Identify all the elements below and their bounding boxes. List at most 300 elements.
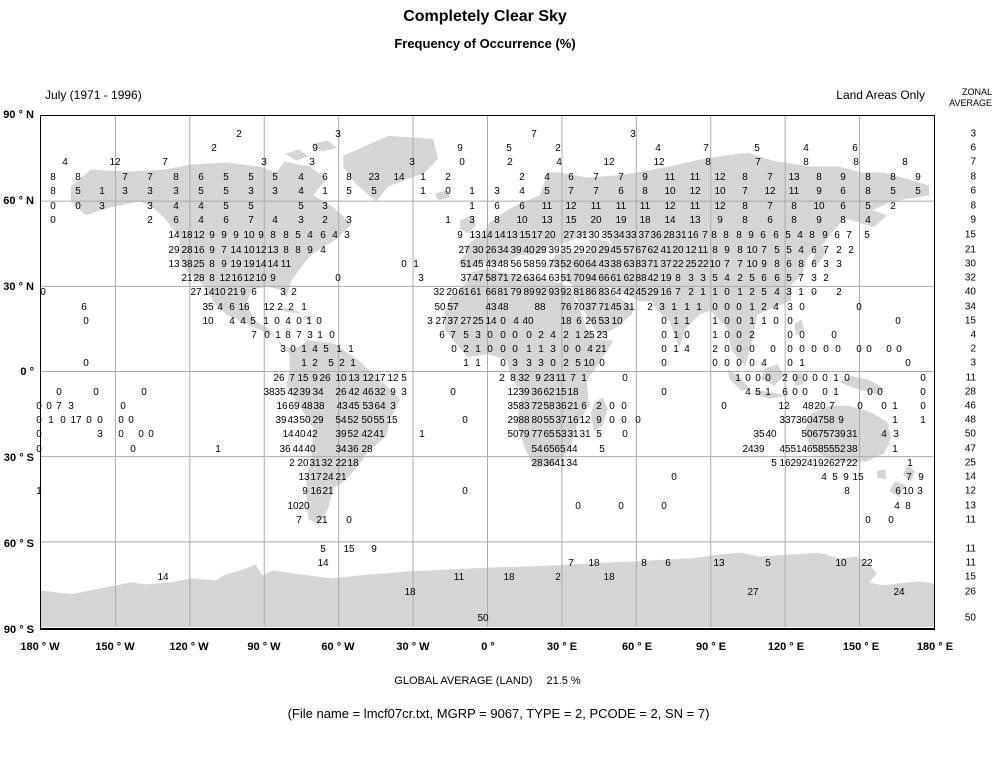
grid-value: 2 <box>555 143 561 154</box>
zonal-average-value: 11 <box>965 372 976 384</box>
grid-value: 4 <box>198 201 204 212</box>
grid-value: 10 <box>214 287 226 298</box>
grid-value: 18 <box>181 230 193 241</box>
grid-value: 4 <box>173 201 179 212</box>
grid-value: 57 <box>823 429 835 440</box>
grid-value: 0 <box>905 358 911 369</box>
grid-value: 13 <box>506 230 518 241</box>
grid-value: 0 <box>86 415 92 426</box>
grid-value: 34 <box>613 230 625 241</box>
lon-tick-label: 60 ° E <box>621 641 653 653</box>
grid-value: 0 <box>36 401 42 412</box>
zonal-average-value: 32 <box>964 272 976 284</box>
grid-value: 4 <box>556 157 562 168</box>
grid-value: 1 <box>749 302 755 313</box>
grid-value: 3 <box>659 302 665 313</box>
zonal-average-value: 14 <box>964 471 976 483</box>
grid-value: 0 <box>811 287 817 298</box>
grid-value: 11 <box>541 201 553 212</box>
grid-value: 8 <box>295 245 301 256</box>
grid-value: 7 <box>703 143 709 154</box>
grid-value: 83 <box>598 287 610 298</box>
grid-value: 1 <box>322 186 328 197</box>
grid-value: 3 <box>401 387 407 398</box>
grid-value: 30 <box>588 230 600 241</box>
zonal-average-value: 15 <box>964 315 976 327</box>
grid-value: 3 <box>700 273 706 284</box>
grid-value: 3 <box>512 358 518 369</box>
grid-value: 1 <box>799 358 805 369</box>
grid-value: 35 <box>507 401 519 412</box>
grid-value: 0 <box>36 429 42 440</box>
grid-value: 5 <box>575 358 581 369</box>
grid-value: 24 <box>893 587 905 598</box>
grid-value: 5 <box>272 172 278 183</box>
grid-value: 9 <box>240 287 246 298</box>
grid-value: 1 <box>475 358 481 369</box>
grid-value: 45 <box>610 302 622 313</box>
grid-value: 14 <box>267 259 279 270</box>
grid-value: 9 <box>843 472 849 483</box>
grid-value: 18 <box>639 215 651 226</box>
grid-value: 0 <box>749 358 755 369</box>
grid-value: 31 <box>567 429 579 440</box>
grid-value: 11 <box>697 245 709 256</box>
grid-value: 24 <box>742 444 754 455</box>
grid-value: 5 <box>599 444 605 455</box>
grid-value: 63 <box>523 273 535 284</box>
grid-value: 29 <box>507 415 519 426</box>
grid-value: 0 <box>500 358 506 369</box>
grid-value: 9 <box>221 230 227 241</box>
grid-value: 4 <box>272 215 278 226</box>
grid-value: 0 <box>792 373 798 384</box>
grid-value: 5 <box>865 201 871 212</box>
grid-value: 0 <box>487 330 493 341</box>
grid-value: 44 <box>566 444 578 455</box>
grid-value: 4 <box>797 230 803 241</box>
grid-value: 1 <box>526 344 532 355</box>
grid-value: 2 <box>647 302 653 313</box>
grid-value: 18 <box>404 587 416 598</box>
grid-value: 20 <box>446 287 458 298</box>
grid-value: 5 <box>463 330 469 341</box>
grid-value: 32 <box>518 373 530 384</box>
grid-value: 1 <box>350 358 356 369</box>
grid-value: 53 <box>555 429 567 440</box>
grid-value: 10 <box>902 486 914 497</box>
grid-value: 12 <box>362 373 374 384</box>
grid-value: 8 <box>853 157 859 168</box>
grid-value: 2 <box>538 330 544 341</box>
grid-value: 3 <box>836 259 842 270</box>
grid-value: 4 <box>240 316 246 327</box>
grid-value: 2 <box>596 401 602 412</box>
grid-value: 0 <box>487 344 493 355</box>
grid-value: 9 <box>816 215 822 226</box>
zonal-average-value: 6 <box>970 185 976 197</box>
grid-value: 0 <box>787 316 793 327</box>
grid-value: 1 <box>833 373 839 384</box>
grid-value: 5 <box>864 230 870 241</box>
grid-value: 28 <box>663 230 675 241</box>
zonal-average-value: 15 <box>964 229 976 241</box>
grid-value: 26 <box>823 458 835 469</box>
grid-value: 40 <box>522 316 534 327</box>
grid-value: 1 <box>36 486 42 497</box>
grid-value: 12 <box>579 415 591 426</box>
chart-title: Completely Clear Sky <box>403 8 567 25</box>
grid-value: 43 <box>485 302 497 313</box>
grid-value: 0 <box>736 344 742 355</box>
grid-value: 51 <box>790 444 802 455</box>
grid-value: 0 <box>661 344 667 355</box>
grid-value: 17 <box>310 472 322 483</box>
grid-value: 25 <box>472 316 484 327</box>
grid-value: 42 <box>623 287 635 298</box>
grid-value: 39 <box>299 387 311 398</box>
grid-value: 8 <box>902 157 908 168</box>
grid-value: 9 <box>457 143 463 154</box>
grid-value: 2 <box>823 273 829 284</box>
grid-value: 11 <box>280 259 292 270</box>
grid-value: 7 <box>221 245 227 256</box>
grid-value: 0 <box>60 415 66 426</box>
grid-value: 0 <box>40 287 46 298</box>
grid-value: 12 <box>109 157 121 168</box>
grid-value: 0 <box>622 373 628 384</box>
grid-value: 1 <box>892 401 898 412</box>
grid-value: 9 <box>822 230 828 241</box>
grid-value: 37 <box>555 415 567 426</box>
grid-value: 1 <box>317 330 323 341</box>
grid-value: 4 <box>513 316 519 327</box>
grid-value: 12 <box>714 201 726 212</box>
grid-value: 73 <box>790 415 802 426</box>
grid-value: 7 <box>724 259 730 270</box>
grid-value: 6 <box>895 486 901 497</box>
grid-value: 13 <box>541 215 553 226</box>
grid-value: 14 <box>664 215 676 226</box>
grid-value: 0 <box>141 387 147 398</box>
grid-value: 62 <box>647 245 659 256</box>
grid-value: 9 <box>209 230 215 241</box>
grid-value: 1 <box>419 429 425 440</box>
grid-value: 9 <box>761 259 767 270</box>
grid-value: 14 <box>393 172 405 183</box>
grid-value: 4 <box>320 245 326 256</box>
grid-value: 8 <box>791 215 797 226</box>
grid-value: 2 <box>236 129 242 140</box>
grid-value: 6 <box>568 172 574 183</box>
grid-value: 60 <box>573 259 585 270</box>
grid-value: 93 <box>548 287 560 298</box>
grid-value: 7 <box>737 259 743 270</box>
grid-value: 10 <box>287 501 299 512</box>
zonal-header-line2: AVERAGE <box>949 98 992 108</box>
zonal-average-value: 2 <box>970 343 976 355</box>
grid-value: 3 <box>811 273 817 284</box>
grid-value: 6 <box>81 302 87 313</box>
grid-value: 0 <box>36 415 42 426</box>
grid-value: 39 <box>335 429 347 440</box>
grid-value: 9 <box>717 215 723 226</box>
grid-value: 18 <box>503 572 515 583</box>
grid-value: 37 <box>660 259 672 270</box>
grid-value: 2 <box>836 245 842 256</box>
grid-value: 54 <box>531 444 543 455</box>
grid-value: 66 <box>485 287 497 298</box>
grid-value: 0 <box>755 373 761 384</box>
grid-value: 23 <box>596 330 608 341</box>
grid-value: 11 <box>664 172 676 183</box>
grid-value: 14 <box>494 230 506 241</box>
grid-value: 12 <box>778 401 790 412</box>
grid-value: 31 <box>309 458 321 469</box>
grid-value: 43 <box>336 401 348 412</box>
grid-value: 2 <box>291 287 297 298</box>
grid-value: 7 <box>767 172 773 183</box>
grid-value: 1 <box>673 330 679 341</box>
grid-value: 4 <box>773 302 779 313</box>
grid-value: 8 <box>816 172 822 183</box>
grid-value: 9 <box>221 259 227 270</box>
grid-value: 0 <box>451 344 457 355</box>
grid-value: 61 <box>470 287 482 298</box>
grid-value: 7 <box>450 330 456 341</box>
lat-tick-label: 30 ° N <box>3 281 34 293</box>
grid-value: 60 <box>801 415 813 426</box>
grid-value: 0 <box>621 415 627 426</box>
grid-value: 89 <box>523 287 535 298</box>
lat-tick-label: 0 ° <box>20 366 34 378</box>
grid-value: 5 <box>248 201 254 212</box>
grid-value: 58 <box>485 273 497 284</box>
grid-value: 16 <box>567 415 579 426</box>
grid-value: 1 <box>348 344 354 355</box>
grid-value: 0 <box>724 302 730 313</box>
zonal-average-value: 9 <box>970 214 976 226</box>
grid-value: 33 <box>625 230 637 241</box>
grid-value: 20 <box>814 401 826 412</box>
lat-tick-label: 60 ° S <box>3 538 34 550</box>
grid-value: 34 <box>335 444 347 455</box>
zonal-average-value: 8 <box>970 200 976 212</box>
grid-value: 21 <box>322 486 334 497</box>
grid-value: 43 <box>598 259 610 270</box>
zonal-average-value: 50 <box>964 428 976 440</box>
grid-value: 1 <box>749 316 755 327</box>
grid-value: 7 <box>823 245 829 256</box>
grid-value: 8 <box>675 273 681 284</box>
grid-value: 7 <box>593 172 599 183</box>
grid-value: 80 <box>531 415 543 426</box>
grid-value: 16 <box>779 458 791 469</box>
grid-value: 10 <box>255 273 267 284</box>
zonal-average-value: 11 <box>965 514 976 526</box>
grid-value: 8 <box>712 245 718 256</box>
grid-value: 53 <box>362 401 374 412</box>
grid-value: 27 <box>458 245 470 256</box>
grid-value: 48 <box>497 302 509 313</box>
grid-value: 0 <box>787 358 793 369</box>
grid-value: 14 <box>485 316 497 327</box>
grid-value: 42 <box>287 387 299 398</box>
grid-value: 9 <box>457 230 463 241</box>
grid-value: 16 <box>231 273 243 284</box>
grid-value: 18 <box>603 572 615 583</box>
grid-value: 10 <box>813 201 825 212</box>
grid-value: 2 <box>563 330 569 341</box>
grid-value: 31 <box>846 429 858 440</box>
grid-value: 48 <box>301 401 313 412</box>
grid-value: 0 <box>459 157 465 168</box>
grid-value: 42 <box>348 387 360 398</box>
grid-value: 2 <box>519 172 525 183</box>
grid-value: 8 <box>270 230 276 241</box>
grid-value: 9 <box>535 373 541 384</box>
grid-value: 9 <box>371 544 377 555</box>
grid-value: 2 <box>761 302 767 313</box>
grid-value: 0 <box>661 501 667 512</box>
grid-value: 6 <box>811 245 817 256</box>
grid-value: 1 <box>833 387 839 398</box>
grid-value: 4 <box>803 143 809 154</box>
grid-value: 4 <box>821 472 827 483</box>
grid-value: 5 <box>749 273 755 284</box>
grid-value: 24 <box>801 458 813 469</box>
grid-value: 14 <box>481 230 493 241</box>
grid-value: 13 <box>267 245 279 256</box>
grid-value: 14 <box>317 558 329 569</box>
grid-value: 5 <box>915 186 921 197</box>
grid-value: 30 <box>472 245 484 256</box>
grid-value: 0 <box>450 387 456 398</box>
grid-value: 15 <box>297 373 309 384</box>
grid-value: 8 <box>774 259 780 270</box>
grid-value: 16 <box>310 486 322 497</box>
grid-value: 15 <box>343 544 355 555</box>
grid-value: 50 <box>361 415 373 426</box>
grid-value: 7 <box>761 245 767 256</box>
grid-value: 5 <box>223 172 229 183</box>
grid-value: 3 <box>97 429 103 440</box>
zonal-average-value: 34 <box>964 301 976 313</box>
grid-value: 7 <box>798 273 804 284</box>
grid-value: 20 <box>672 245 684 256</box>
global-average-line <box>40 675 935 687</box>
grid-value: 1 <box>696 302 702 313</box>
grid-value: 16 <box>687 230 699 241</box>
grid-value: 6 <box>173 215 179 226</box>
grid-value: 0 <box>575 344 581 355</box>
grid-value: 16 <box>660 287 672 298</box>
grid-value: 9 <box>258 230 264 241</box>
grid-value: 9 <box>596 415 602 426</box>
grid-value: 81 <box>573 287 585 298</box>
grid-value: 21 <box>316 515 328 526</box>
grid-value: 12 <box>685 245 697 256</box>
grid-value: 4 <box>798 245 804 256</box>
grid-value: 26 <box>335 387 347 398</box>
grid-value: 14 <box>157 572 169 583</box>
grid-value: 36 <box>555 401 567 412</box>
grid-value: 7 <box>296 515 302 526</box>
grid-value: 36 <box>543 458 555 469</box>
grid-value: 25 <box>685 259 697 270</box>
grid-value: 1 <box>420 186 426 197</box>
grid-value: 0 <box>661 387 667 398</box>
grid-value: 4 <box>684 344 690 355</box>
grid-value: 52 <box>834 444 846 455</box>
grid-value: 0 <box>799 330 805 341</box>
grid-value: 9 <box>312 373 318 384</box>
grid-value: 8 <box>510 373 516 384</box>
grid-value: 1 <box>263 316 269 327</box>
grid-value: 8 <box>905 501 911 512</box>
grid-value: 3 <box>298 215 304 226</box>
grid-value: 8 <box>791 201 797 212</box>
zonal-average-value: 11 <box>965 557 976 569</box>
grid-value: 0 <box>274 316 280 327</box>
grid-value: 1 <box>275 330 281 341</box>
grid-value: 69 <box>288 401 300 412</box>
grid-value: 5 <box>298 201 304 212</box>
grid-value: 4 <box>312 344 318 355</box>
zonal-average-value: 4 <box>970 329 976 341</box>
grid-value: 50 <box>507 429 519 440</box>
grid-value: 28 <box>181 245 193 256</box>
grid-value: 0 <box>46 401 52 412</box>
grid-value: 37 <box>638 230 650 241</box>
zonal-header-line1: ZONAL <box>961 87 992 97</box>
lon-tick-label: 30 ° E <box>546 641 578 653</box>
grid-value: 2 <box>211 143 217 154</box>
grid-value: 1 <box>907 458 913 469</box>
grid-value: 3 <box>494 186 500 197</box>
grid-value: 1 <box>684 316 690 327</box>
grid-value: 8 <box>494 215 500 226</box>
grid-value: 2 <box>463 344 469 355</box>
grid-value: 5 <box>544 186 550 197</box>
grid-value: 29 <box>598 245 610 256</box>
grid-value: 3 <box>280 344 286 355</box>
grid-value: 42 <box>647 273 659 284</box>
grid-value: 12 <box>664 201 676 212</box>
grid-value: 6 <box>811 259 817 270</box>
grid-value: 3 <box>786 287 792 298</box>
grid-value: 6 <box>519 201 525 212</box>
grid-value: 3 <box>248 186 254 197</box>
grid-value: 0 <box>500 344 506 355</box>
grid-value: 12 <box>255 245 267 256</box>
grid-value: 6 <box>773 230 779 241</box>
grid-value: 0 <box>802 387 808 398</box>
grid-value: 21 <box>595 344 607 355</box>
grid-value: 0 <box>83 316 89 327</box>
grid-value: 5 <box>401 373 407 384</box>
grid-value: 39 <box>510 245 522 256</box>
grid-value: 1 <box>306 316 312 327</box>
map-plot <box>36 115 935 630</box>
grid-value: 0 <box>865 515 871 526</box>
grid-value: 8 <box>283 230 289 241</box>
grid-value: 5 <box>771 458 777 469</box>
grid-value: 38 <box>313 401 325 412</box>
grid-value: 0 <box>290 344 296 355</box>
grid-value: 72 <box>531 401 543 412</box>
land-polygon <box>877 469 886 479</box>
